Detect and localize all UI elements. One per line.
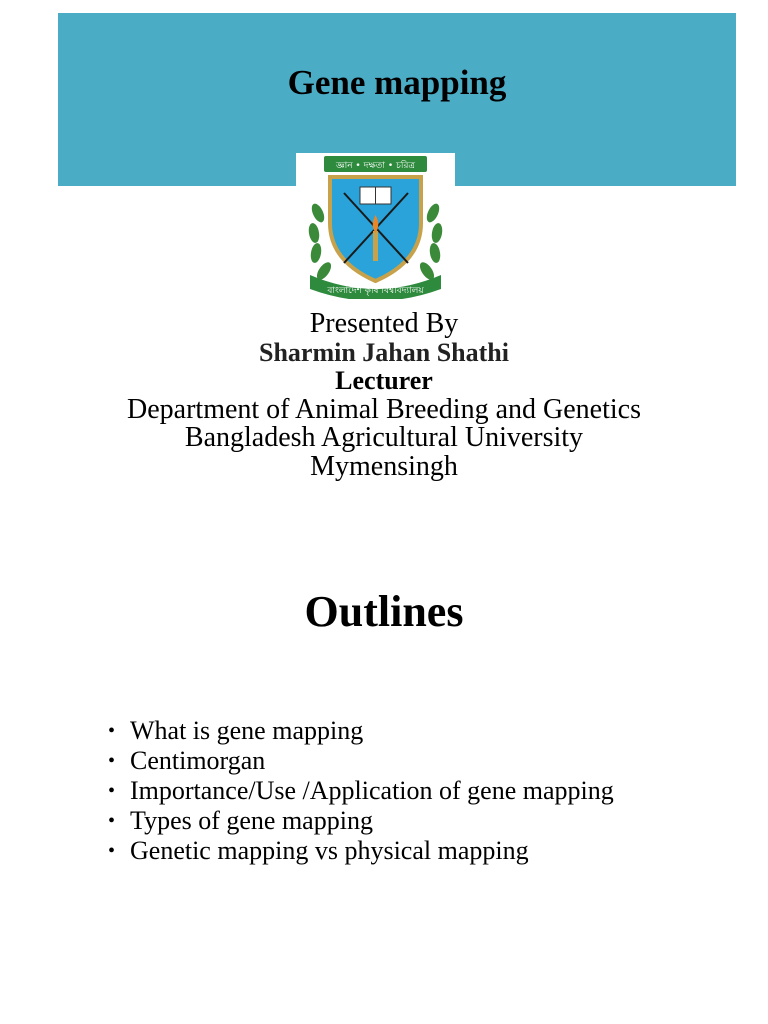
presenter-university: Bangladesh Agricultural University <box>184 422 584 453</box>
list-item: • Importance/Use /Application of gene mapping <box>108 776 614 805</box>
outlines-heading: Outlines <box>304 587 464 636</box>
list-item: • Genetic mapping vs physical mapping <box>108 836 529 865</box>
outline-list <box>108 716 614 866</box>
bullet-icon: • <box>108 750 116 772</box>
presenter-department: Department of Animal Breeding and Genetics <box>127 393 641 425</box>
bullet-icon: • <box>108 810 116 832</box>
presenter-name: Sharmin Jahan Shathi <box>259 337 509 367</box>
university-seal-icon <box>296 153 455 299</box>
seal-motto: জ্ঞান • দক্ষতা • চরিত্র <box>335 161 416 171</box>
bullet-icon: • <box>108 780 116 802</box>
list-item: • What is gene mapping <box>108 716 364 745</box>
presenter-city: Mymensingh <box>310 450 458 482</box>
seal-ribbon-text: বাংলাদেশ কৃষি বিশ্ববিদ্যালয় <box>327 286 424 296</box>
presenter-block <box>0 310 768 481</box>
presented-by-label: Presented By <box>309 308 459 339</box>
presenter-role: Lecturer <box>335 366 433 395</box>
list-item: • Centimorgan <box>108 746 266 775</box>
bullet-icon: • <box>108 840 116 862</box>
list-item: • Types of gene mapping <box>108 806 373 835</box>
slide-title: Gene mapping <box>287 63 507 102</box>
bullet-icon: • <box>108 720 116 742</box>
